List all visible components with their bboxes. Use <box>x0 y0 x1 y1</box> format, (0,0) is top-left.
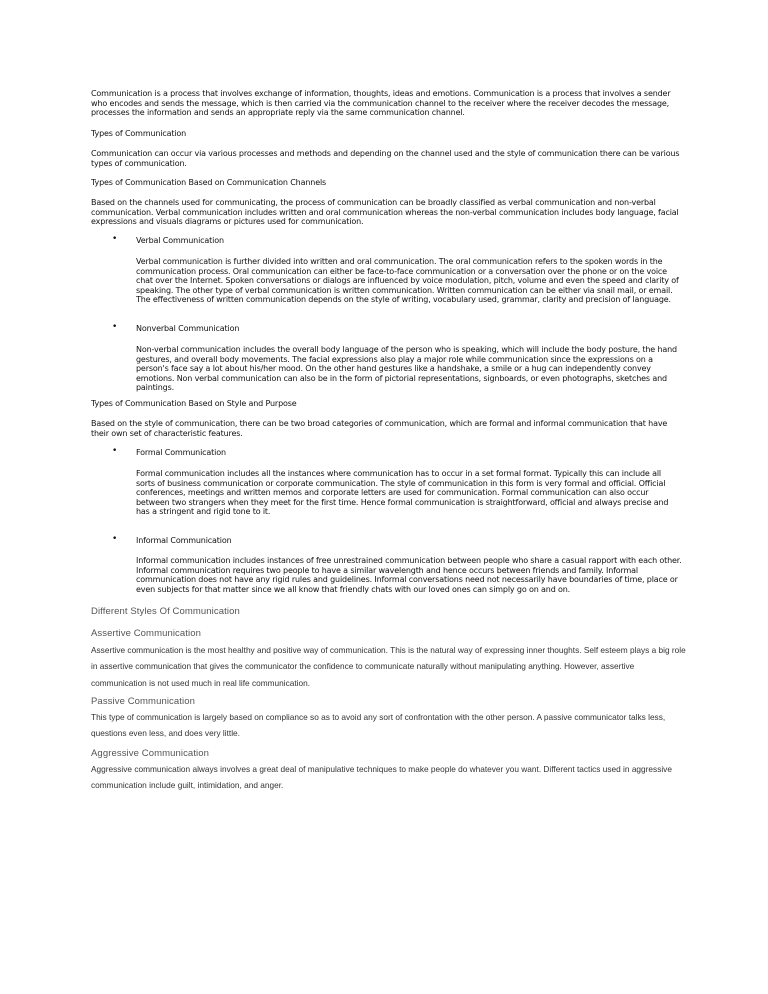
verbal-paragraph: Verbal communication is further divided into written and oral communication. The oral communication refers to the spoken words in the communication process. Oral communication can either be face-to-face communication or a conversation over the phone or on the voice chat over the Internet. Spoken conversations or dialogs are influenced by voice modulation, pitch, volume and even the speed and clarity of speaking. The other type of verbal communication is written communication. Written communication can be either via snail mail, or email. The effectiveness of written communication depends on the style of writing, vocabulary used, grammar, clarity and precision of language. <box>136 257 679 305</box>
passive-title: Passive Communication <box>91 696 196 707</box>
informal-paragraph: Informal communication includes instances of free unrestrained communication between people who share a casual rapport with each other. Informal communication requires two people to have a similar wavelength and hence occurs between friends and family. Informal communication does not have any rigid rules and guidelines. Informal conversations need not necessarily have boundaries of time, place or even subjects for that matter since we all know that friendly chats with our loved ones can simply go on and on. <box>136 556 682 594</box>
intro-paragraph: Communication is a process that involves exchange of information, thoughts, ideas and emotions. Communication is a process that involves a sender who encodes and sends the message, which is then carried via the communication channel to the receiver where the receiver decodes the message, processes the information and sends an appropriate reply via the same communication channel. <box>91 89 671 118</box>
types-heading: Types of Communication <box>91 129 187 138</box>
formal-paragraph: Formal communication includes all the instances where communication has to occur in a set formal format. Typically this can include all sorts of business communication or corporate communication. The style of communication in this form is very formal and official. Official conferences, meetings and written memos and corporate letters are used for communication. Formal communication can also occur between two strangers when they meet for the first time. Hence formal communication is straightforward, official and always precise and has a stringent and rigid tone to it. <box>136 469 669 517</box>
nonverbal-paragraph: Non-verbal communication includes the overall body language of the person who is speaking, which will include the body posture, the hand gestures, and overall body movements. The facial expressions also play a major role while communication since the expressions on a person's face say a lot about his/her mood. On the other hand gestures like a handshake, a smile or a hug can independently convey emotions. Non verbal communication can also be in the form of pictorial representations, signboards, or even photographs, sketches and paintings. <box>136 345 677 393</box>
bullet-icon: • <box>112 446 118 456</box>
verbal-title: Verbal Communication <box>136 236 224 245</box>
bullet-icon: • <box>112 322 118 332</box>
formal-title: Formal Communication <box>136 448 226 457</box>
styles-heading: Different Styles Of Communication <box>91 606 240 617</box>
informal-title: Informal Communication <box>136 536 232 545</box>
channels-paragraph: Based on the channels used for communicating, the process of communication can be broadly classified as verbal communication and non-verbal communication. Verbal communication includes written and oral communication whereas the non-verbal communication includes body language, facial expressions and visuals diagrams or pictures used for communication. <box>91 198 679 227</box>
aggressive-paragraph: Aggressive communication always involves a great deal of manipulative techniques to make people do whatever you want. Different tactics used in aggressive communication include guilt, intimidation, and anger. <box>91 764 672 791</box>
bullet-icon: • <box>112 234 118 244</box>
channels-heading: Types of Communication Based on Communication Channels <box>91 178 327 187</box>
assertive-title: Assertive Communication <box>91 628 202 639</box>
nonverbal-title: Nonverbal Communication <box>136 324 240 333</box>
style-heading: Types of Communication Based on Style and Purpose <box>91 399 297 408</box>
assertive-paragraph: Assertive communication is the most healthy and positive way of communication. This is the natural way of expressing inner thoughts. Self esteem plays a big role in assertive communication that gives the communicator the confidence to communicate naturally without manipulating anything. However, assertive communication is not used much in real life communication. <box>91 645 686 688</box>
aggressive-title: Aggressive Communication <box>91 748 210 759</box>
style-paragraph: Based on the style of communication, there can be two broad categories of communication, which are formal and informal communication that have their own set of characteristic features. <box>91 419 668 438</box>
bullet-icon: • <box>112 534 118 544</box>
passive-paragraph: This type of communication is largely based on compliance so as to avoid any sort of confrontation with the other person. A passive communicator talks less, questions even less, and does very little. <box>91 712 666 739</box>
types-paragraph: Communication can occur via various processes and methods and depending on the channel used and the style of communication there can be various types of communication. <box>91 149 680 168</box>
